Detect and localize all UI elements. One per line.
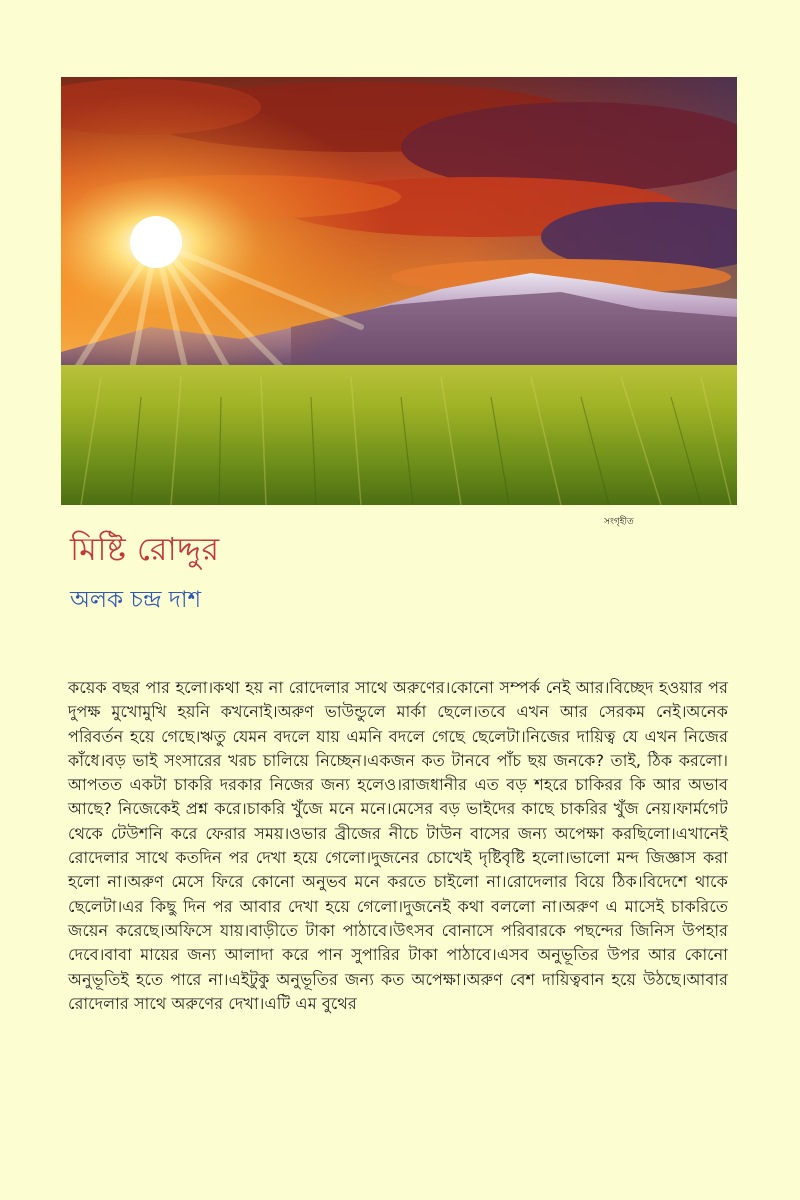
sunrise-landscape-illustration xyxy=(61,77,737,505)
image-credit: সংগৃহীত xyxy=(604,517,634,527)
author-name: অলক চন্দ্র দাশ xyxy=(70,587,202,613)
sunrise-landscape-image xyxy=(61,77,737,505)
story-body: কয়েক বছর পার হলো।কথা হয় না রোদেলার সাথে অরুণের।কোনো সম্পর্ক নেই আর।বিচ্ছেদ হওয়ার পর দুপক্ষ মুখোমুখি হয়নি কখনোই।অরুণ ভাউন্ডুলে মার্কা ছেলে।তবে এখন আর সেরকম নেই।অনেক পরিবর্তন হয়ে গেছে।ঋতু যেমন বদলে যায় এমনি বদলে গেছে ছেলেটা।নিজের দায়িত্ব যে এখন নিজের কাঁধে।বড় ভাই সংসারের খরচ চালিয়ে নিচ্ছেন।একজন কত টানবে পাঁচ ছয় জনকে? তাই, ঠিক করলো।আপতত একটা চাকরি দরকার নিজের জন্য হলেও।রাজধানীর এত বড় শহরে চাকিরর কি আর অভাব আছে? নিজেকেই প্রশ্ন করে।চাকরি খুঁজে মনে মনে।মেসের বড় ভাইদের কাছে চাকরির খুঁজ নেয়।ফার্মগেট থেকে টেউশনি করে ফেরার সময়।ওভার ব্রীজের নীচে টাউন বাসের জন্য অপেক্ষা করছিলো।এখানেই রোদেলার সাথে কতদিন পর দেখা হয়ে গেলো।দুজনের চোখেই দৃষ্টিবৃষ্টি হলো।ভালো মন্দ জিজ্ঞাস করা হলো না।অরুণ মেসে ফিরে কোনো অনুভব মনে করতে চাইলো না।রোদেলার বিয়ে ঠিক।বিদেশে থাকে ছেলেটা।এর কিছু দিন পর আবার দেখা হয়ে গেলো।দুজনেই কথা বললো না।অরুণ এ মাসেই চাকরিতে জয়েন করেছে।অফিসে যায়।বাড়ীতে টাকা পাঠাবে।উৎসব বোনাসে পরিবারকে পছন্দের জিনিস উপহার দেবে।বাবা মায়ের জন্য আলাদা করে পান সুপারির টাকা পাঠাবে।এসব অনুভূতির উপর আর কোনো অনুভূতিই হতে পারে না।এইটুকু অনুভূতির জন্য কত অপেক্ষা।অরুণ বেশ দায়িত্ববান হয়ে উঠছে।আবার রোদেলার সাথে অরুণের দেখা।এটি এম বুথের xyxy=(68,678,728,1013)
story-title: মিষ্টি রোদ্দুর xyxy=(70,530,220,568)
